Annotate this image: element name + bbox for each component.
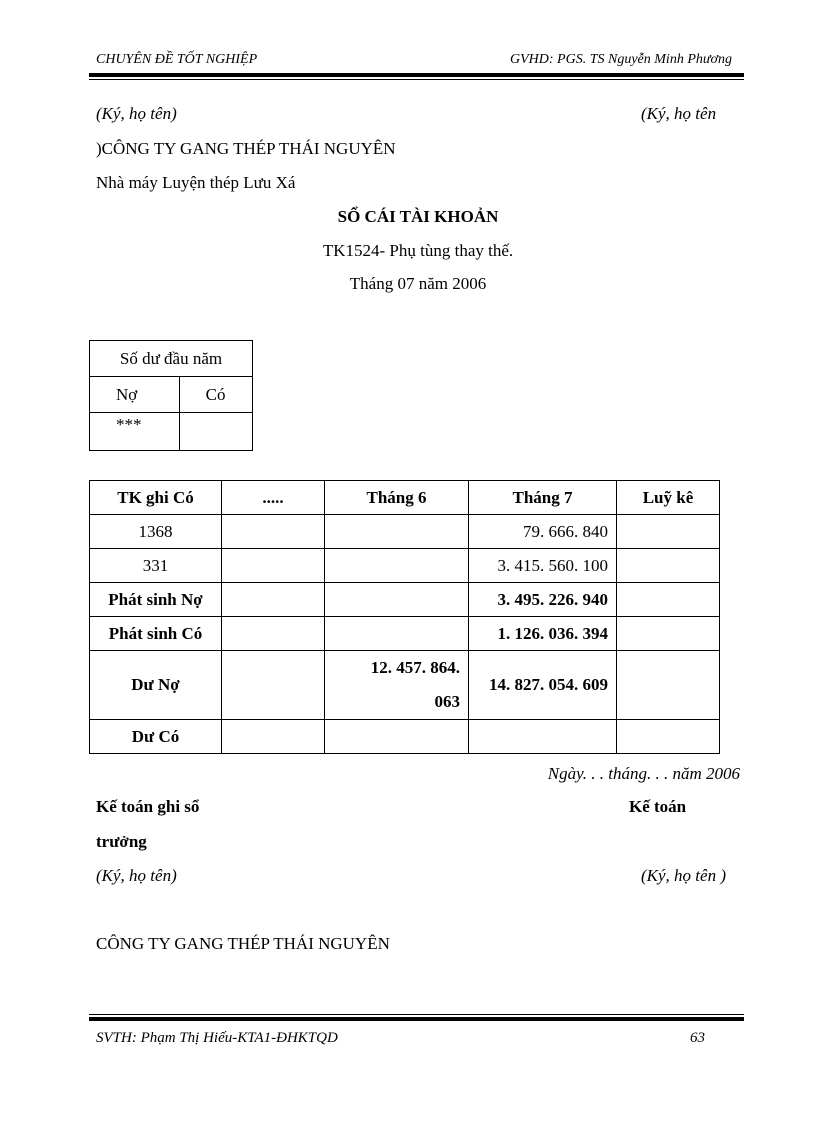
row-label: Dư Nợ [90,651,222,720]
cell-thang-7: 3. 415. 560. 100 [469,549,617,583]
cell-thang-7: 1. 126. 036. 394 [469,617,617,651]
opening-balance-title: Số dư đầu năm [90,341,253,377]
company-name: )CÔNG TY GANG THÉP THÁI NGUYÊN [96,139,396,158]
cell-thang-7: 79. 666. 840 [469,515,617,549]
table-row [90,720,720,754]
cell-thang-7: 14. 827. 054. 609 [469,651,617,720]
col-header-luy-ke: Luỹ kê [617,481,720,515]
top-sign-left: (Ký, họ tên) [96,104,177,123]
cell-thang-7: 3. 495. 226. 940 [469,583,617,617]
row-label: 331 [90,549,222,583]
header-rule-thin [89,79,744,80]
row-label: 1368 [90,515,222,549]
page-number: 63 [690,1030,705,1046]
cell-thang-6 [325,651,469,720]
row-label: Phát sinh Có [90,617,222,651]
col-header-dots: ..... [222,481,325,515]
footer-rule-thin [89,1014,744,1015]
cell-thang-6-line2: 063 [434,692,460,711]
col-header-thang-7: Tháng 7 [469,481,617,515]
table-row [90,617,720,651]
table-row [90,651,720,720]
company-name-bottom: CÔNG TY GANG THÉP THÁI NGUYÊN [96,934,390,953]
row-label: Phát sinh Nợ [90,583,222,617]
document-title: SỔ CÁI TÀI KHOẢN [337,207,499,226]
period: Tháng 07 năm 2006 [349,274,487,293]
table-row [90,583,720,617]
header-left: CHUYÊN ĐỀ TỐT NGHIỆP [96,52,258,67]
factory-name: Nhà máy Luyện thép Lưu Xá [96,173,296,192]
footer-left: SVTH: Phạm Thị Hiếu-KTA1-ĐHKTQD [96,1030,338,1046]
account-subtitle: TK1524- Phụ tùng thay thế. [322,241,514,260]
footer-rule-thick [89,1017,744,1021]
signature-left-title: Kế toán ghi sổ [96,797,200,816]
date-line: Ngày. . . tháng. . . năm 2006 [547,764,740,783]
signature-right-sign: (Ký, họ tên ) [641,866,726,885]
signature-right-title: Kế toán [629,797,687,816]
opening-balance-value-no: *** [90,413,180,451]
ledger-table [89,480,720,754]
table-row [90,549,720,583]
table-row [90,515,720,549]
opening-balance-table [89,340,253,451]
cell-thang-6-line1: 12. 457. 864. [370,658,460,677]
opening-balance-value-co [179,413,252,451]
row-label: Dư Có [90,720,222,754]
col-header-thang-6: Tháng 6 [325,481,469,515]
top-sign-right: (Ký, họ tên [641,104,717,123]
signature-left-sign: (Ký, họ tên) [96,866,177,885]
col-header-tk-ghi-co: TK ghi Có [90,481,222,515]
signature-left-title-2: trưởng [96,832,147,851]
header-rule-thick [89,73,744,77]
header-right: GVHD: PGS. TS Nguyễn Minh Phương [510,52,732,67]
opening-balance-col-no: Nợ [90,377,180,413]
opening-balance-col-co: Có [179,377,252,413]
